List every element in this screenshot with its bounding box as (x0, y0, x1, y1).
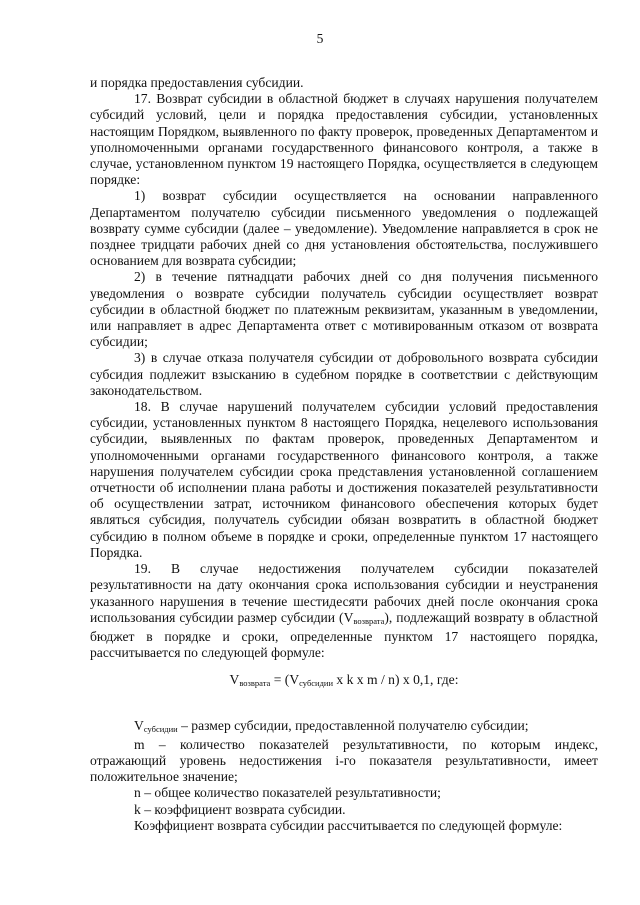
paragraph-18: 18. В случае нарушений получателем субсидии условий предоставления субсидии, установленных пунктом 8 настоящего Порядка, нецелевого использования субсидии, выявленных по фактам проверок, проведенных Департаментом и уполномоченными органами государственного финансового контроля, а также нарушения получателем субсидии срока представления установленной соглашением отчетности об исполнении плана работы и достижения показателей результативности об осуществлении затрат, источником финансового обеспечения которых будет являться субсидия, получатель субсидии обязан возвратить в областной бюджет субсидию в полном объеме в порядке и сроки, определенные пунктом 17 настоящего Порядка. (90, 399, 598, 560)
definition-v-symbol: V (134, 717, 144, 733)
definition-m: m – количество показателей результативности, по которым индекс, отражающий уровень недостижения i-го показателя результативности, имеет положительное значение; (90, 736, 598, 785)
formula-v1: V (229, 672, 240, 688)
paragraph-17-item-2: 2) в течение пятнадцати рабочих дней со дня получения письменного уведомления о возврате субсидии получатель субсидии осуществляет возврат субсидии в областной бюджет по платежным реквизитам, указанным в уведомлении, или направляет в адрес Департамента ответ с мотивированным отказом от возврата субсидии; (90, 269, 598, 350)
paragraph-19-subscript: возврата (353, 615, 385, 626)
paragraph-19-text-before: 19. В случае недостижения получателем субсидии показателей результативности на дату окончания срока использования субсидии и неустранения указанного нарушения в течение шестидесяти рабочих дней после окончания срока использования субсидии размер субсидии (V (90, 561, 598, 625)
return-formula (90, 672, 598, 691)
page-number: 5 (316, 31, 324, 46)
paragraph-17: 17. Возврат субсидии в областной бюджет в случаях нарушения получателем субсидий условий, цели и порядка предоставления субсидии, установленных настоящим Порядком, выявленного по факту проверок, проведенных Департаментом и уполномоченными органами государственного финансового контроля, а также в случае, установленном пунктом 19 настоящего Порядка, осуществляется в следующем порядке: (90, 91, 598, 188)
formula-tail: х k х m / n) х 0,1, где: (333, 672, 459, 688)
definition-v-subsidy (90, 718, 598, 737)
formula-mid: = (V (270, 672, 300, 688)
paragraph-17-item-3: 3) в случае отказа получателя субсидии от добровольного возврата субсидии субсидия подлежит взысканию в судебном порядке в соответствии с действующим законодательством. (90, 350, 598, 398)
document-body (90, 75, 598, 834)
paragraph-17-item-1: 1) возврат субсидии осуществляется на основании направленного Департаментом получателю субсидии письменного уведомления о подлежащей возврату сумме субсидии (далее – уведомление). Уведомление направляется в срок не позднее тридцати рабочих дней со дня установления обстоятельства, послужившего основанием для возврата субсидии; (90, 188, 598, 269)
definition-k: k – коэффициент возврата субсидии. (134, 801, 346, 817)
definition-v-sub: субсидии (143, 723, 178, 734)
paragraph-19 (90, 561, 598, 661)
definition-n: n – общее количество показателей результативности; (134, 785, 441, 801)
definition-v-text: – размер субсидии, предоставленной получателю субсидии; (177, 717, 529, 733)
paragraph-19-text-after: ), подлежащий возврату в областной бюджет в порядке и сроки, определенные пунктом 17 настоящего порядка, рассчитывается по следующей формуле: (90, 609, 598, 661)
closing-sentence: Коэффициент возврата субсидии рассчитывается по следующей формуле: (134, 817, 563, 833)
formula-sub1: возврата (239, 678, 271, 689)
paragraph-continuation: и порядка предоставления субсидии. (90, 75, 304, 90)
formula-sub2: субсидии (299, 678, 334, 689)
